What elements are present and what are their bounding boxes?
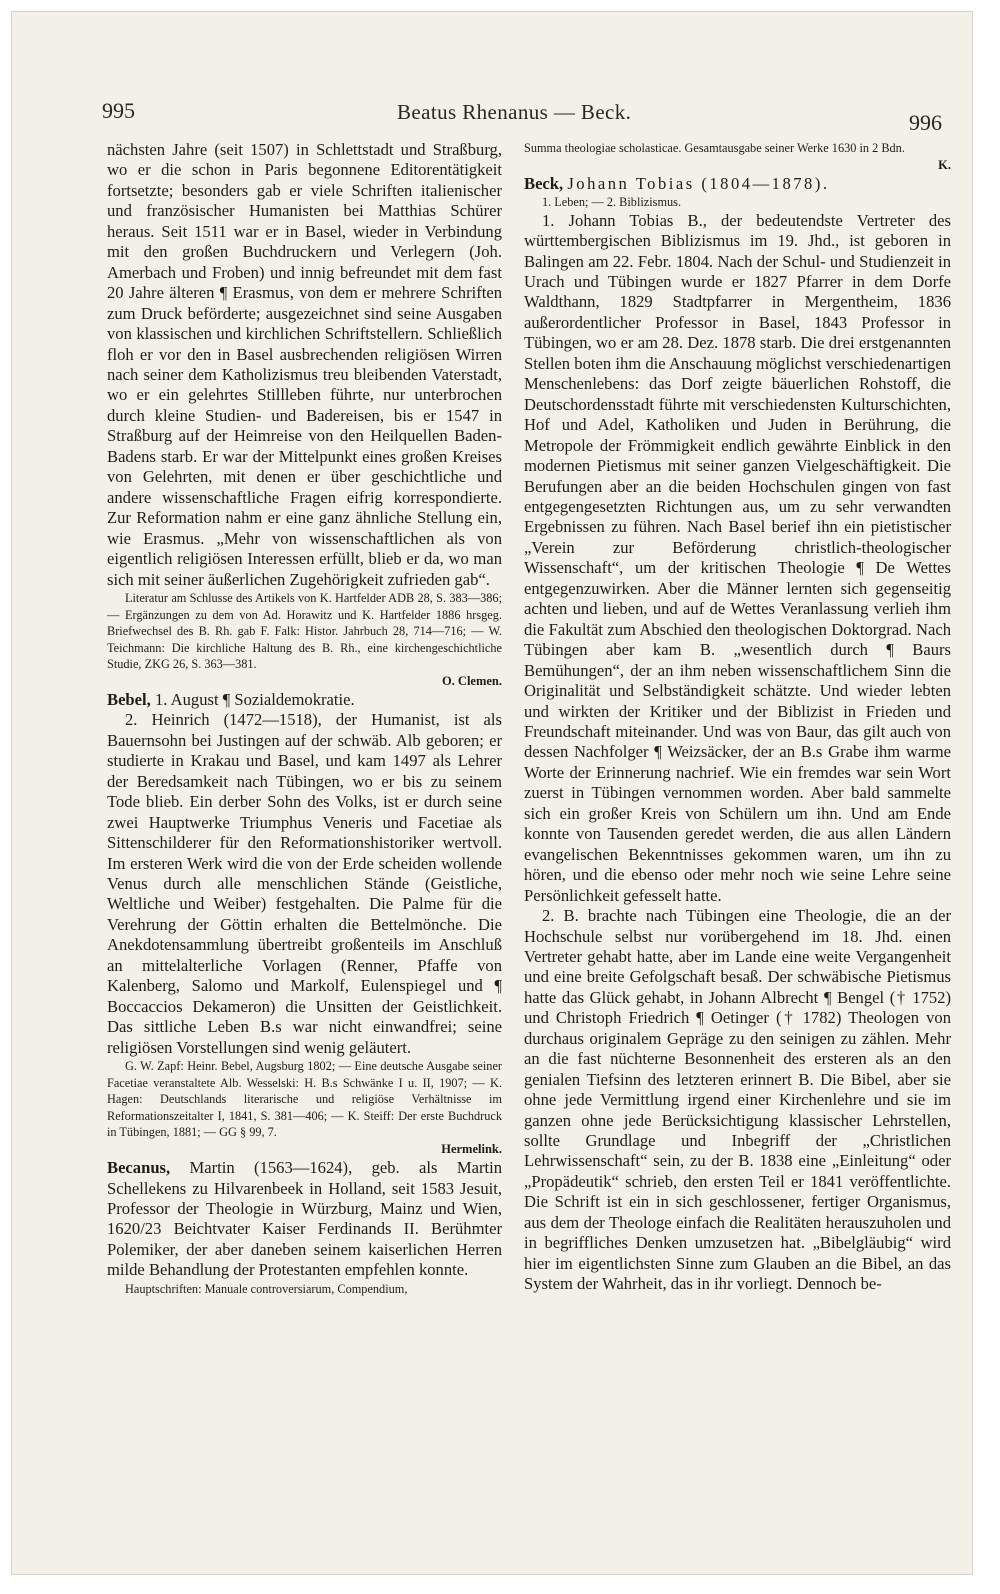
right-column (524, 140, 951, 1295)
page-number-right: 996 (909, 110, 942, 135)
becanus-body: Martin (1563—1624), geb. als Martin Schellekens zu Hilvarenbeek in Holland, seit 1583 Jesuit, Professor der Theologie in Würzburg, Mainz und Wien, 1620/23 Beichtvater Kaiser Ferdinands II. Berühmter Polemiker, der aber daneben seinem kaiserlichen Herren milde Behandlung der Protestanten empfehlen konnte. (107, 1158, 502, 1280)
beck-section-2: 2. B. brachte nach Tübingen eine Theologie, die an der Hochschule selbst nur vorübergehend im 18. Jhd. einen Vertreter gehabt hatte, aber im Lande eine weite Vergangenheit und eine breite Gefolgschaft besaß. Der schwäbische Pietismus hatte das Glück gehabt, in Johann Albrecht ¶ Bengel († 1752) und Christoph Friedrich ¶ Oetinger († 1782) Theologen von durchaus originalem Gepräge zu den seinigen zu zählen. Mehr an die fast nüchterne Besonnenheit des ersteren als an den genialen Tiefsinn des letzteren erinnert B. Die Bibel, aber sie ohne jede Vermittlung irgend einer Kirchenlehre und sie im ganzen ohne jede Berücksichtigung klassischer Lehrstellen, sollte Grundlage und Inbegriff der „Christlichen Lehrwissenschaft“ sein, zu der B. 1838 eine „Einleitung“ oder „Propädeutik“ schrieb, den ersten Teil er 1841 veröffentlichte. Die Schrift ist ein in sich geschlossener, fertiger Organismus, aus dem der Theologe einfach die Realitäten herauszuholen und in begriffliches Denken umzusetzen hat. „Bibelgläubig“ wird hier im eigentlichsten Sinne zum Glauben an die Bibel, an das System der Wahrheit, das in ihr vorliegt. Dennoch be- (524, 906, 951, 1294)
book-page (12, 12, 972, 1574)
becanus-headword: Becanus, (107, 1158, 171, 1178)
bebel-august-ref: 1. August ¶ Sozialdemokratie. (154, 689, 355, 709)
becanus-entry (107, 1158, 502, 1281)
author-signature: Hermelink. (441, 1142, 502, 1157)
bebel-heinrich-body: 2. Heinrich (1472—1518), der Humanist, ist als Bauernsohn bei Justingen auf der schwäb. Alb geboren; er studierte in Krakau und Basel, und kam 1497 als Lehrer der Beredsamkeit nach Tübingen, wo er bis zu seinem Tode blieb. Ein derber Sohn des Volks, ist er durch seine zwei Hauptwerke Triumphus Veneris und Facetiae als Sittenschilderer für den Reformationshistoriker wertvoll. Im ersteren Werk wird die von der Erde scheiden wollende Venus durch alle menschlichen Stände (Geistliche, Weltliche und Weiber) festgehalten. Die Palme für die Verehrung der Göttin erhalten die Bettelmönche. Die Anekdotensammlung übertreibt großenteils im Anschluß an mittelalterliche Vorlagen (Renner, Pfaffe von Kalenberg, Salomo und Markolf, Eulenspiegel und ¶ Boccaccios Dekameron) die Unsitten der Geistlichkeit. Das sittliche Leben B.s war nicht einwandfrei; seine religiösen Vorstellungen sind wenig geläutert. (107, 710, 502, 1057)
bebel-entry (107, 690, 502, 710)
author-signature: K. (938, 157, 951, 172)
beatus-rhenanus-body: nächsten Jahre (seit 1507) in Schlettstadt und Straßburg, wo er die schon in Paris begonnene Editorentätigkeit fortsetzte; besonders gab er viele Schriften italienischer und französischer Humanisten bei Matthias Schürer heraus. Seit 1511 war er in Basel, wieder in Verbindung mit den großen Buchdruckern und Verlegern (Joh. Amerbach und Froben) und innig befreundet mit dem fast 20 Jahre älteren ¶ Erasmus, von dem er mehrere Schriften zum Druck beförderte; ausgezeichnet sind seine Ausgaben von klassischen und kirchlichen Schriftstellern. Schließlich floh er vor den in Basel ausbrechenden religiösen Wirren nach seiner dem Katholizismus treu bleibenden Vaterstadt, wo er ein gelehrtes Stillleben führte, nur unterbrochen durch kleine Studien- und Badereisen, bis er 1547 in Straßburg auf der Heimreise von den Heilquellen Baden-Badens starb. Er war der Mittelpunkt eines großen Kreises von Gelehrten, mit denen er über geschichtliche und andere wissenschaftliche Fragen eifrig korrespondierte. Zur Reformation nahm er eine ganz ähnliche Stellung ein, wie Erasmus. „Mehr von wissenschaftlichen als von eigentlich religiösen Interessen erfüllt, blieb er da, wo man sich mit seiner äußerlichen Zugehörigkeit zufrieden gab“. (107, 140, 502, 589)
left-column (107, 140, 502, 1297)
beck-section-1: 1. Johann Tobias B., der bedeutendste Vertreter des württembergischen Biblizismus im 19. Jhd., ist geboren in Balingen am 22. Febr. 1804. Nach der Schul- und Studienzeit in Urach und Tübingen wurde er 1827 Pfarrer in dem Dorfe Waldthann, 1829 Stadtpfarrer in Mergentheim, 1836 außerordentlicher Professor in Basel, 1843 Professor in Tübingen, wo er am 28. Dez. 1878 starb. Die drei erstgenannten Stellen boten ihm die Anschauung möglichst verschiedenartigen Menschenlebens: das Dorf zeigte bäuerlichen Rohstoff, die Deutschordensstadt führte mit verschiedensten Kulturschichten, Hof und Adel, Katholiken und Juden in Berührung, die Metropole der Frömmigkeit endlich gewährte Einblick in den modernen Pietismus mit seiner ganzen Vielgeschäftigkeit. Die Berufungen aber an die beiden Hochschulen gingen von fast entgegengesetzten Richtungen aus, um zu sehr verwandten Ergebnissen zu führen. Nach Basel berief ihn ein pietistischer „Verein zur Beförderung christlich-theologischer Wissenschaft“, um der kritischen Theologie ¶ De Wettes entgegenzuwirken. Aber die Männer lernten sich gegenseitig achten und lieben, und auf de Wettes Veranlassung verlieh ihm die Fakultät zum Abschied den theologischen Doktorgrad. Nach Tübingen aber kam B. „wesentlich durch ¶ Baurs Bemühungen“, der an ihm neben wissenschaftlichem Sinn die Originalität und Selbständigkeit schätzte. Und wieder lebten und wirkten der Kritiker und der Biblizist in Frieden und Freundschaft miteinander. Und was von Baur, das gilt auch von dessen Nachfolger ¶ Weizsäcker, der an B.s Grabe ihm warme Worte der Erinnerung nachrief. Wie ein fremdes war sein Wort zuerst in Tübingen vernommen worden. Aber bald sammelte sich ein großer Kreis von Schülern um ihn. Und am Ende konnte von Tausenden geredet werden, die aus allen Ländern evangelischen Bekenntnisses gekommen waren, um ihn zu hören, und die ebenso oder mehr noch wie seine Lehre seine Persönlichkeit gefesselt hatte. (524, 210, 951, 905)
author-signature: O. Clemen. (441, 673, 502, 688)
beck-full-name: Johann Tobias (1804—1878). (567, 173, 830, 193)
beatus-literature: Literatur am Schlusse des Artikels von K. Hartfelder ADB 28, S. 383—386; — Ergänzungen zu dem von Ad. Horawitz und K. Hartfelder 1886 hrsgeg. Briefwechsel des B. Rh. gab F. Falk: Histor. Jahrbuch 28, 714—716; — W. Teichmann: Die kirchliche Haltung des B. Rh., eine kirchengeschichtliche Studie, ZKG 26, S. 363—381. (107, 590, 502, 672)
beck-headword: Beck, (524, 173, 564, 193)
page-header (87, 90, 957, 135)
bebel-literature: G. W. Zapf: Heinr. Bebel, Augsburg 1802; — Eine deutsche Ausgabe seiner Facetiae veranstaltete Alb. Wesselski: H. B.s Schwänke I u. II, 1907; — K. Hagen: Deutschlands literarische und religiöse Verhältnisse im Reformationszeitalter I, 1841, S. 381—406; — K. Steiff: Der erste Buchdruck in Tübingen, 1881; — GG § 99, 7. (107, 1059, 502, 1140)
beck-contents: 1. Leben; — 2. Biblizismus. (542, 195, 682, 210)
bebel-headword: Bebel, (107, 689, 151, 709)
running-title: Beatus Rhenanus — Beck. (397, 100, 632, 124)
page-number-left: 995 (102, 98, 135, 123)
becanus-main-works: Hauptschriften: Manuale controversiarum, Compendium, (125, 1281, 408, 1296)
beck-entry-title (524, 174, 951, 194)
becanus-continuation: Summa theologiae scholasticae. Gesamtausgabe seiner Werke 1630 in 2 Bdn. (524, 141, 905, 155)
